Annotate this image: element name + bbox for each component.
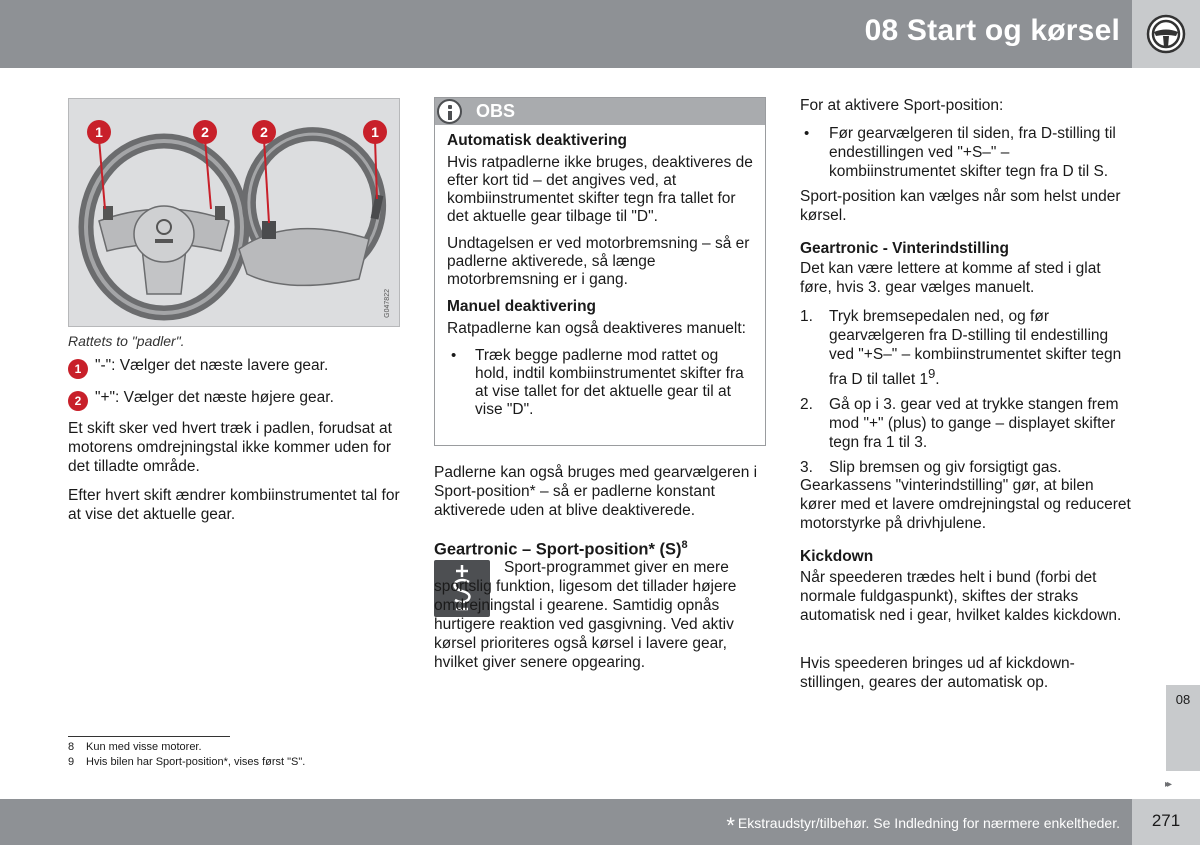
winter-steps-list — [800, 307, 1133, 483]
page-footer — [0, 799, 1132, 845]
next-page-arrows-icon[interactable]: ▸▸ — [1165, 779, 1170, 790]
obs-paragraph-2: Undtagelsen er ved motorbremsning – så er padlerne aktiverede, så længe motorbremsning er i gang. — [447, 235, 750, 288]
obs-header — [435, 98, 765, 125]
footnote-9: 9 Hvis bilen har Sport-position*, vises først "S". — [68, 756, 306, 768]
callout-1-left — [87, 120, 111, 144]
chapter-icon-box — [1132, 0, 1200, 68]
chapter-side-tab[interactable] — [1166, 685, 1200, 771]
obs-paragraph-3: Ratpadlerne kan også deaktiveres manuelt: — [447, 320, 746, 337]
col1-paragraph-1: Et skift sker ved hvert træk i padlen, forudsat at motorens omdrejningstal ikke kommer uden for det tilladte område. — [68, 420, 392, 475]
callout-1-right — [363, 120, 387, 144]
step-2: 2. Gå op i 3. gear ved at trykke stangen frem mod "+" (plus) to gange – displayet skifter tegn fra 1 til 3. — [800, 396, 1119, 452]
svg-text:2: 2 — [201, 124, 209, 140]
obs-heading-manual: Manuel deaktivering — [447, 298, 597, 315]
col3-paragraph-4: Når speederen trædes helt i bund (forbi det normale fuldgaspunkt), skiftes der straks automatisk ned i gear, hvilket kaldes kickdown. — [800, 569, 1122, 624]
svg-text:2: 2 — [260, 124, 268, 140]
side-tab-label: 08 — [1175, 692, 1191, 707]
footer-star: * — [726, 813, 735, 838]
winter-mode-heading: Geartronic - Vinterindstilling — [800, 240, 1009, 257]
col2-paragraph-1: Padlerne kan også bruges med gearvælgeren i Sport-position* – så er padlerne konstant aktiverede uden at blive deaktiverede. — [434, 464, 758, 519]
steering-paddles-illustration — [69, 99, 400, 327]
col1-paragraph-2: Efter hvert skift ændrer kombiinstrumentet tal for at vise det aktuelle gear. — [68, 487, 400, 523]
page-header — [0, 0, 1132, 68]
info-icon — [437, 99, 462, 124]
sport-position-heading: Geartronic – Sport-position* $(S)^8$ — [434, 539, 688, 559]
legend-number: 2 — [68, 391, 88, 411]
callout-2-right — [252, 120, 276, 144]
footnote-ref-9: 9 — [928, 366, 936, 381]
steering-wheel-icon — [1146, 14, 1186, 54]
page-number: 271 — [1151, 811, 1181, 830]
col3-paragraph-5: Hvis speederen bringes ud af kickdown-stillingen, geares der automatisk op. — [800, 655, 1075, 691]
col3-paragraph-1: Sport-position kan vælges når som helst under kørsel. — [800, 188, 1121, 224]
figure-code: G047822 — [384, 289, 391, 318]
col3-intro: For at aktivere Sport-position: — [800, 97, 1004, 114]
kickdown-heading: Kickdown — [800, 548, 874, 565]
col3-paragraph-2: Det kan være lettere at komme af sted i glat føre, hvis 3. gear vælges manuelt. — [800, 260, 1101, 296]
col3-bullet: • Før gearvælgeren til siden, fra D-stilling til endestillingen ved "+S–" – kombiinstrumentet skifter tegn fra D til S. — [800, 124, 1133, 181]
obs-heading-automatic: Automatisk deaktivering — [447, 132, 628, 149]
svg-text:1: 1 — [371, 124, 379, 140]
step-1: 1. Tryk bremsepedalen ned, og før gearvælgeren fra D-stilling til endestilling ved "+S–" – kombiinstrumentet skifter tegn fra D til tallet $1^9$. — [800, 308, 1122, 389]
page-number-box — [1132, 799, 1200, 845]
accessory-note: * Ekstraudstyr/tilbehør. Se Indledning for nærmere enkeltheder. — [726, 813, 1120, 838]
footnote-ref-8: 8 — [681, 539, 688, 551]
callout-2-left — [193, 120, 217, 144]
obs-label: OBS — [476, 101, 516, 121]
step-3: 3. Slip bremsen og giv forsigtigt gas. — [800, 459, 1062, 477]
legend-text: "-": Vælger det næste lavere gear. — [95, 357, 329, 374]
sport-program-paragraph: Sport-programmet giver en mere sportslig funktion, ligesom det tillader højere omdrejningstal i gearene. Samtidig opnås hurtigere reaktion ved gasgivning. Ved aktiv kørsel prioriteres også kørsel i lavere gear, hvilket giver senere opgearing. — [434, 559, 737, 671]
figure-caption: Rattets to "padler". — [68, 333, 185, 349]
footnote-8: 8 Kun med visse motorer. — [68, 741, 202, 753]
obs-note-box — [434, 97, 766, 446]
legend-item-plus — [68, 389, 400, 411]
legend-text: "+": Vælger det næste højere gear. — [95, 389, 334, 406]
obs-bullet: • Træk begge padlerne mod rattet og hold, indtil kombiinstrumentet skifter fra at vise tallet for det aktuelle gear til at vise "D". — [447, 347, 754, 419]
steering-wheel-figure — [68, 98, 400, 327]
footnote-rule — [68, 736, 230, 737]
col3-paragraph-3: Gearkassens "vinterindstilling" gør, at bilen kører med et lavere omdrejningstal og reduceret motorstyrke på drivhjulene. — [800, 477, 1131, 532]
chapter-title: 08 Start og kørsel — [864, 14, 1120, 47]
legend-number: 1 — [68, 359, 88, 379]
legend-item-minus — [68, 357, 400, 379]
obs-paragraph-1: Hvis ratpadlerne ikke bruges, deaktiveres de efter kort tid – det angives ved, at kombiinstrumentet skifter tegn fra tallet for det aktuelle gear tilbage til "D". — [447, 154, 753, 225]
svg-text:1: 1 — [95, 124, 103, 140]
